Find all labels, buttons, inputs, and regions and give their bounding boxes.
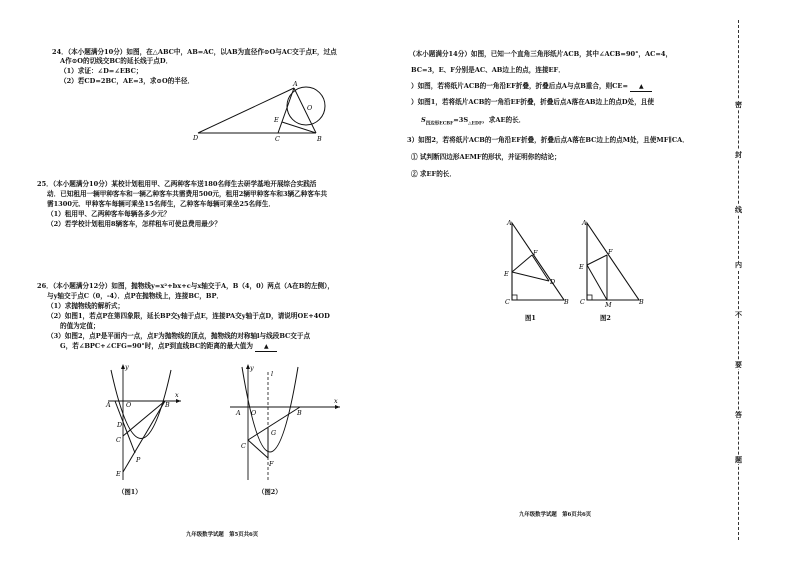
q26f2-label-A: A: [236, 409, 241, 417]
q27-part2b: [421, 116, 525, 129]
q26f1-label-P: P: [136, 456, 141, 464]
q27f2-label-C: C: [580, 298, 585, 306]
q27f1-label-A: A: [507, 219, 512, 227]
q26-part2b: 的值为定值；: [60, 322, 100, 330]
q24-figure: [190, 78, 340, 148]
q24-label-C: C: [275, 135, 280, 143]
q27-area-mid: =3S: [453, 116, 469, 124]
q24-part1: （1）求证：∠D=∠EBC；: [60, 67, 143, 75]
q26f2-label-G: G: [271, 429, 277, 437]
q26f2-label-F: F: [269, 460, 274, 468]
q27f1-label-B: B: [564, 298, 569, 306]
q26f1-label-D: D: [117, 421, 123, 429]
seal-line-margin: [729, 20, 749, 540]
q24-head: 24．（本小题满分10分）如图，在△ABC中，AB=AC，以AB为直径作⊙O与AC交于点E，过点: [52, 48, 337, 56]
q27f2-label-B: B: [639, 298, 644, 306]
q26f1-label-C: C: [116, 436, 121, 444]
q24-part2: （2）若CD=2BC，AE=3，求⊙O的半径．: [60, 77, 195, 85]
q27-part3b: ② 求EF的长．: [411, 170, 456, 178]
q24-label-D: D: [193, 134, 199, 142]
q24-label-A: A: [293, 80, 298, 88]
seal-char-2: 封: [732, 150, 745, 159]
q24-label-O: O: [307, 104, 313, 112]
q26f1-label-E: E: [116, 470, 121, 478]
q25-part2: （2）若学校计划租用8辆客车，怎样租车可使总费用最少？: [47, 220, 222, 228]
q27-head: （本小题满分14分）如图，已知一个直角三角形纸片ACB，其中∠ACB=90°，AC=4，: [409, 50, 673, 58]
q26f2-label-y: y: [250, 364, 254, 372]
q27f1-label-F: F: [533, 249, 538, 257]
q26f1-label-x: x: [175, 391, 179, 399]
q26-part3b: [60, 342, 277, 352]
q27-area-sub2: △EDF: [468, 121, 483, 127]
q24-label-E: E: [274, 116, 279, 124]
q27f2-label-A: A: [582, 219, 587, 227]
q26-part3: （3）如图2，点P是平面内一点，点F为抛物线的顶点，抛物线的对称轴l与线段BC交于点: [47, 332, 311, 340]
q26f2-label-B: B: [297, 409, 302, 417]
q25-part1: （1）租用甲、乙两种客车每辆各多少元？: [47, 210, 171, 218]
footer-page-5: 九年级数学试题 第5页共6页: [186, 532, 259, 538]
q26-figure-2: [228, 362, 343, 482]
q24-label-B: B: [317, 135, 322, 143]
q26f2-label-C: C: [241, 442, 246, 450]
q26f1-label-y: y: [125, 363, 129, 371]
q25-line3: 需1300元．甲种客车每辆可乘坐15名师生，乙种客车每辆可乘坐25名师生．: [47, 200, 275, 208]
seal-char-7: 答: [732, 410, 745, 419]
q27f2-label-F: F: [608, 248, 613, 256]
q26-part3b-text: G，若∠BPC+∠CFG=90°时，点P到直线BC的距离的最大值为: [60, 342, 253, 350]
q27-area-symbol: S: [421, 116, 426, 124]
q27f1-label-D: D: [550, 278, 556, 286]
q26f1-label-O: O: [126, 401, 132, 409]
q26f2-label-O: O: [251, 409, 257, 417]
q27-area-end: ，求AE的长．: [482, 116, 526, 124]
q27-figure-1: [502, 218, 572, 308]
q27-part1-text: ）如图，若将纸片ACB的一角沿EF折叠，折叠后点A与点B重合，则CE=: [411, 82, 628, 90]
q27-line2: BC=3，E、F分别是AC、AB边上的点，连接EF．: [411, 66, 565, 74]
seal-char-1: 密: [732, 100, 745, 109]
q27-part1: [411, 82, 652, 92]
q27-figure-1-caption: 图1: [525, 314, 536, 322]
q27f1-label-C: C: [505, 298, 510, 306]
q24-line2: A作⊙O的切线交BC的延长线于点D．: [60, 57, 173, 65]
q27-part2: ）如图1，若将纸片ACB的一角沿EF折叠，折叠后点A落在AB边上的点D处，且使: [411, 98, 654, 106]
q25-line2: 动．已知租用一辆甲种客车和一辆乙种客车共需费用500元，租用2辆甲种客车和3辆乙种客车共: [47, 190, 328, 198]
q27f2-label-E: E: [579, 263, 584, 271]
q27-figure-2: [577, 218, 647, 308]
q27-part3a: ① 试判断四边形AEMF的形状，并证明你的结论；: [411, 153, 561, 161]
q26-figure-2-caption: （图2）: [258, 488, 282, 496]
q27-part3: 3）如图2，若将纸片ACB的一角沿EF折叠，折叠后点A落在BC边上的点M处，且使MF∥CA．: [407, 136, 689, 144]
q27f1-label-E: E: [504, 270, 509, 278]
seal-char-6: 要: [732, 360, 745, 369]
q26f1-label-A: A: [106, 401, 111, 409]
q25-head: 25．（本小题满分10分）某校计划租用甲、乙两种客车送180名师生去研学基地开展综合实践活: [37, 180, 317, 188]
q26f2-label-l: l: [271, 370, 274, 378]
q26-line2: 与y轴交于点C（0，-4）．点P在抛物线上，连接BC，BP．: [47, 292, 223, 300]
footer-page-6: 九年级数学试题 第6页共6页: [519, 512, 592, 518]
q26-figure-1: [103, 362, 183, 482]
q26-head: 26．（本小题满分12分）如图，抛物线y=x²+bx+c与x轴交于A，B（4，0）两点（A在B的左侧），: [37, 282, 335, 290]
seal-char-3: 线: [732, 205, 745, 214]
q26f2-label-x: x: [334, 397, 338, 405]
q26-part1: （1）求抛物线的解析式；: [47, 302, 125, 310]
seal-char-4: 内: [732, 260, 745, 269]
q27-area-sub1: 四边形ECBF: [425, 121, 454, 127]
q26f1-label-B: B: [165, 401, 170, 409]
answer-blank-triangle: ▲: [255, 343, 277, 352]
q27f2-label-M: M: [605, 301, 612, 308]
seal-char-5: 不: [732, 310, 745, 319]
q26-part2: （2）如图1，若点P在第四象限，延长BP交y轴于点E，连接PA交y轴于点D，请说明OE+4OD: [47, 312, 330, 320]
q26-figure-1-caption: （图1）: [118, 488, 142, 496]
seal-char-8: 题: [732, 455, 745, 464]
answer-blank-triangle: ▲: [630, 83, 652, 92]
q27-figure-2-caption: 图2: [600, 314, 611, 322]
